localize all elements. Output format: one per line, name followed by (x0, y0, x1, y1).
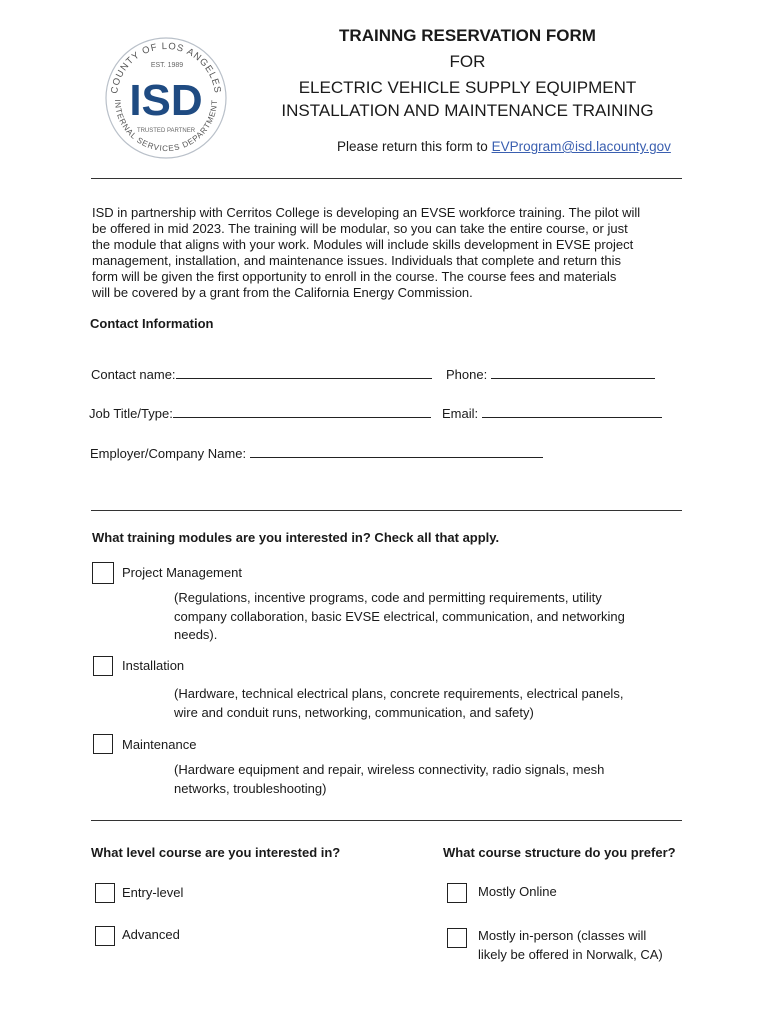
description-line: networks, troubleshooting) (174, 780, 327, 796)
project-management-label: Project Management (122, 565, 242, 580)
level-question: What level course are you interested in? (91, 845, 341, 860)
option-line: Mostly in-person (classes will (478, 928, 647, 943)
contact-name-row (91, 365, 432, 382)
description-line: (Hardware equipment and repair, wireless connectivity, radio signals, mesh (174, 762, 605, 777)
logo-mark: ISD (129, 76, 203, 125)
modules-question: What training modules are you interested in? Check all that apply. (92, 530, 500, 545)
job-title-label: Job Title/Type: (89, 406, 173, 421)
description-line: company collaboration, basic EVSE electrical, communication, and networking (174, 608, 625, 624)
intro-line: will be covered by a grant from the California Energy Commission. (92, 285, 473, 300)
divider (91, 178, 682, 179)
installation-description (174, 685, 623, 722)
advanced-checkbox[interactable] (95, 926, 115, 946)
form-title-training: INSTALLATION AND MAINTENANCE TRAINING (281, 101, 654, 120)
form-title-evse: ELECTRIC VEHICLE SUPPLY EQUIPMENT (298, 78, 637, 97)
description-line: (Regulations, incentive programs, code and permitting requirements, utility (174, 590, 602, 605)
mostly-online-label: Mostly Online (478, 884, 557, 899)
divider (91, 820, 682, 821)
project-management-checkbox[interactable] (92, 562, 114, 584)
form-title: TRAINNG RESERVATION FORM (339, 26, 596, 45)
logo-est: EST. 1989 (150, 62, 184, 69)
job-title-field[interactable] (173, 404, 431, 418)
employer-field[interactable] (250, 444, 543, 458)
phone-field[interactable] (491, 365, 655, 379)
divider (91, 510, 682, 511)
mostly-in-person-label (478, 927, 663, 964)
option-line: likely be offered in Norwalk, CA) (478, 946, 663, 962)
job-title-row (89, 404, 431, 421)
maintenance-label: Maintenance (122, 737, 197, 752)
contact-name-label: Contact name: (91, 367, 176, 382)
logo-partner: TRUSTED PARTNER (136, 128, 196, 134)
intro-line: form will be given the first opportunity to enroll in the course. The course fees and materials (92, 269, 617, 284)
installation-checkbox[interactable] (93, 656, 113, 676)
isd-logo (103, 28, 229, 162)
phone-label: Phone: (446, 367, 488, 382)
installation-label: Installation (122, 658, 185, 673)
intro-line: management, installation, and maintenance issues. Individuals that complete and return this (92, 253, 621, 268)
email-field[interactable] (482, 404, 662, 418)
structure-question: What course structure do you prefer? (443, 845, 676, 860)
mostly-online-checkbox[interactable] (447, 883, 467, 903)
return-instruction (337, 139, 671, 154)
phone-row (446, 365, 655, 382)
advanced-label: Advanced (122, 927, 180, 942)
contact-name-field[interactable] (176, 365, 432, 379)
description-line: (Hardware, technical electrical plans, concrete requirements, electrical panels, (174, 686, 624, 701)
return-prefix: Please return this form to (337, 139, 492, 154)
intro-line: the module that aligns with your work. Modules will include skills development in EVSE project (92, 237, 634, 252)
email-label: Email: (442, 406, 479, 421)
project-management-description (174, 589, 625, 645)
entry-level-checkbox[interactable] (95, 883, 115, 903)
return-email-link[interactable]: EVProgram@isd.lacounty.gov (491, 139, 671, 154)
description-line: wire and conduit runs, networking, communication, and safety) (174, 704, 534, 720)
mostly-in-person-checkbox[interactable] (447, 928, 467, 948)
maintenance-description (174, 761, 604, 798)
description-line: needs). (174, 627, 218, 642)
logo-ring-text-top: COUNTY OF LOS ANGELES (109, 40, 223, 95)
email-row (442, 404, 662, 421)
intro-line: ISD in partnership with Cerritos College is developing an EVSE workforce training. The pilot will (92, 205, 641, 220)
employer-row (90, 444, 543, 461)
intro-paragraph (92, 205, 682, 301)
entry-level-label: Entry-level (122, 885, 184, 900)
maintenance-checkbox[interactable] (93, 734, 113, 754)
logo-ring-text-bottom: INTERNAL SERVICES DEPARTMENT (112, 99, 220, 154)
form-title-for: FOR (449, 52, 486, 71)
intro-line: be offered in mid 2023. The training will be modular, so you can take the entire course, or just (92, 221, 628, 236)
employer-label: Employer/Company Name: (90, 446, 247, 461)
contact-heading: Contact Information (90, 316, 214, 331)
